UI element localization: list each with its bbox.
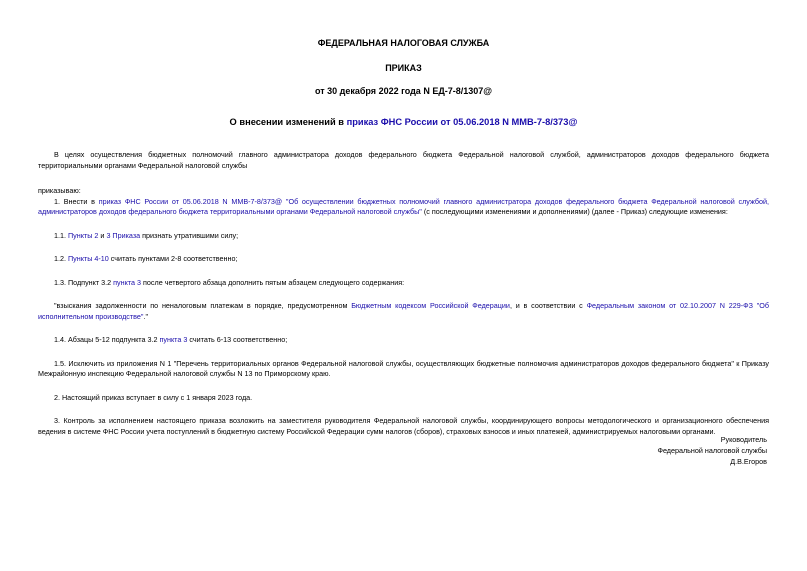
- doc-title-prefix: О внесении изменений в: [229, 117, 347, 127]
- paragraph-1-4-link[interactable]: пункта 3: [159, 335, 188, 344]
- paragraph-1-1-suffix: признать утратившими силу;: [140, 230, 239, 240]
- doc-type: ПРИКАЗ: [385, 63, 422, 73]
- paragraph-1-5: 1.5. Исключить из приложения N 1 "Перечень территориальных органов Федеральной налоговой службы, осуществляющих бюджетные полномочия администраторов доходов федерального бюджета" к Приказу Межрайонную инспекцию Федеральной налоговой службы N 13 по Приморскому краю.: [38, 358, 769, 378]
- paragraph-1-4-suffix: считать 6-13 соответственно;: [187, 335, 288, 344]
- paragraph-1-3: [38, 278, 769, 289]
- signature-organization: Федеральной налоговой службы: [657, 446, 767, 455]
- paragraph-1-2-link[interactable]: Пункты 4-10: [68, 254, 109, 263]
- signature-block: [658, 434, 768, 467]
- paragraph-1-2-prefix: 1.2.: [54, 254, 68, 263]
- intro-paragraph: В целях осуществления бюджетных полномочий главного администратора доходов федерального бюджета Федеральной налоговой службой, администраторов доходов федерального бюджета территориальными органами Федеральной налоговой службы: [38, 150, 769, 170]
- quote-prefix: "взыскания задолженности по неналоговым платежам в порядке, предусмотренном: [54, 301, 352, 310]
- paragraph-1-1-prefix: 1.1.: [54, 230, 68, 240]
- doc-date-number: от 30 декабря 2022 года N ЕД-7-8/1307@: [314, 86, 493, 96]
- signature-name: Д.В.Егоров: [730, 457, 767, 466]
- doc-title: [38, 97, 769, 128]
- paragraph-1: [38, 197, 769, 218]
- quote-link-federal-law[interactable]: Федеральным законом от 02.10.2007 N 229-ФЗ "Об исполнительном производстве": [38, 301, 770, 321]
- paragraph-1-4-prefix: 1.4. Абзацы 5-12 подпункта 3.2: [54, 335, 160, 344]
- paragraph-1-suffix: (с последующими изменениями и дополнениями) (далее - Приказ) следующие изменения:: [421, 207, 728, 216]
- paragraph-1-2: [38, 254, 769, 265]
- paragraph-1-prefix: 1. Внести в: [54, 196, 99, 206]
- paragraph-1-4: [38, 335, 769, 346]
- prikazyvayu-text: приказываю:: [38, 186, 81, 195]
- quote-paragraph: [38, 301, 769, 322]
- paragraph-2: 2. Настоящий приказ вступает в силу с 1 января 2023 года.: [54, 392, 253, 402]
- signature-position: Руководитель: [720, 435, 767, 444]
- paragraph-1-1-link-1[interactable]: Пункты 2: [68, 230, 99, 240]
- paragraph-1-link[interactable]: приказ ФНС России от 05.06.2018 N ММВ-7-8/373@ "Об осуществлении бюджетных полномочий главного администратора доходов федерального бюджета Федеральной налоговой службой, администраторов доходов федерального бюджета территориальными органами Федеральной налоговой службы": [38, 196, 769, 216]
- paragraph-1-1: [38, 231, 769, 242]
- paragraph-1-1-link-2[interactable]: 3 Приказа: [106, 230, 141, 240]
- quote-suffix: .": [143, 311, 149, 321]
- paragraph-3: 3. Контроль за исполнением настоящего приказа возложить на заместителя руководителя Федеральной налоговой службы, координирующего вопросы методологического и организационного обеспечения ведения в системе ФНС России учета поступлений в бюджетную систему Российской Федерации сумм налогов (сборов), страховых взносов и иных платежей, администрируемых налоговыми органами.: [38, 416, 769, 436]
- quote-mid: , и в соответствии с: [509, 301, 587, 310]
- paragraph-1-3-link[interactable]: пункта 3: [113, 277, 142, 287]
- doc-title-link[interactable]: приказ ФНС России от 05.06.2018 N ММВ-7-8/373@: [346, 117, 578, 127]
- paragraph-1-3-suffix: после четвертого абзаца дополнить пятым абзацем следующего содержания:: [141, 277, 405, 287]
- paragraph-1-3-prefix: 1.3. Подпункт 3.2: [54, 277, 114, 287]
- org-name: ФЕДЕРАЛЬНАЯ НАЛОГОВАЯ СЛУЖБА: [317, 38, 490, 48]
- quote-link-budget-code[interactable]: Бюджетным кодексом Российской Федерации: [351, 301, 510, 310]
- paragraph-1-2-suffix: считать пунктами 2-8 соответственно;: [108, 254, 238, 263]
- paragraph-1-1-mid: и: [98, 230, 107, 240]
